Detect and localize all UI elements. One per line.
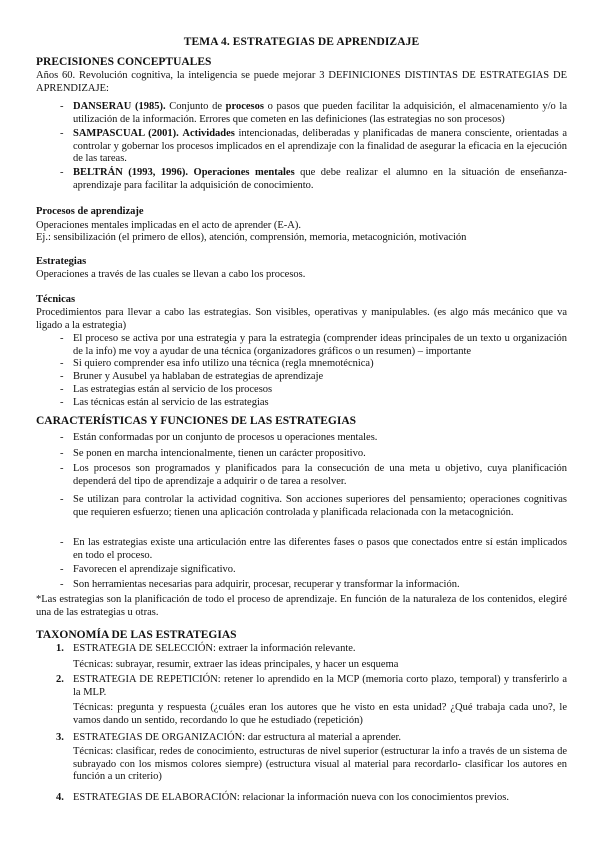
list-number: 3. xyxy=(56,732,64,743)
caracteristica-item: En las estrategias existe una articulación entre las diferentes fases o pasos que conectados entre sí están implicados en todo el proceso. xyxy=(73,537,567,561)
taxonomia-tecnicas: Técnicas: pregunta y respuesta (¿cuáles eran los autores que he visto en esta unidad? ¿Qué trabaja cada uno?, le vamos dando un sentido, recordando lo que he estudiado (repetición) xyxy=(73,702,567,726)
heading-procesos: Procesos de aprendizaje xyxy=(36,206,144,217)
def-keyword: procesos xyxy=(225,101,264,112)
tecnicas-item: Bruner y Ausubel ya hablaban de estrategias de aprendizaje xyxy=(73,371,324,382)
tecnicas-intro: Procedimientos para llevar a cabo las estrategias. Son visibles, operativas y manipulables. (es algo más mecánico que va ligado a la estrategia) xyxy=(36,307,567,331)
taxonomia-item-seleccion xyxy=(73,643,567,656)
taxonomia-item-elaboracion xyxy=(73,792,567,805)
strategy-name: ESTRATEGIA DE REPETICIÓN xyxy=(73,674,218,685)
bullet-dash: - xyxy=(60,358,64,369)
bullet-dash: - xyxy=(60,371,64,382)
bullet-dash: - xyxy=(60,537,64,548)
bullet-dash: - xyxy=(60,101,64,112)
def-text: intencionadas, deliberadas y planificadas de manera consciente, orientadas a controlar y gobernar los procesos implicados en el aprendizaje con la finalidad de asegurar la eficacia en la ejecución de las tareas. xyxy=(73,128,567,164)
taxonomia-tecnicas: Técnicas: clasificar, redes de conocimiento, estructuras de nivel superior (estructurar la info a través de un sistema de subrayado con los mismos colores siempre) (estructura visual al material para recordarlo- clasificar los autores en función a un criterio) xyxy=(73,746,567,782)
list-number: 4. xyxy=(56,792,64,803)
bullet-dash: - xyxy=(60,384,64,395)
tecnicas-item: Las técnicas están al servicio de las estrategias xyxy=(73,397,269,408)
bullet-dash: - xyxy=(60,494,64,505)
caracteristicas-note: *Las estrategias son la planificación de todo el proceso de aprendizaje. En función de la naturaleza de los contenidos, elegiré una de las estrategias u otras. xyxy=(36,594,567,618)
heading-estrategias: Estrategias xyxy=(36,256,87,267)
document-title: TEMA 4. ESTRATEGIAS DE APRENDIZAJE xyxy=(183,36,420,48)
def-keyword: Operaciones mentales xyxy=(193,167,295,178)
taxonomia-tecnicas: Técnicas: subrayar, resumir, extraer las ideas principales, y hacer un esquema xyxy=(73,659,399,670)
definition-beltran xyxy=(73,167,567,192)
heading-tecnicas: Técnicas xyxy=(36,294,76,305)
caracteristica-item: Están conformadas por un conjunto de procesos u operaciones mentales. xyxy=(73,432,378,443)
list-number: 1. xyxy=(56,643,64,654)
author-name: SAMPASCUAL (2001). xyxy=(73,128,179,139)
bullet-dash: - xyxy=(60,333,64,344)
bullet-dash: - xyxy=(60,448,64,459)
caracteristica-item: Se ponen en marcha intencionalmente, tienen un carácter propositivo. xyxy=(73,448,366,459)
procesos-line-2: Ej.: sensibilización (el primero de ellos), atención, comprensión, memoria, metacognición, motivación xyxy=(36,232,467,243)
section-heading-taxonomia: TAXONOMÍA DE LAS ESTRATEGIAS xyxy=(36,629,237,641)
bullet-dash: - xyxy=(60,564,64,575)
procesos-line-1: Operaciones mentales implicadas en el acto de aprender (E-A). xyxy=(36,220,302,231)
estrategias-line-1: Operaciones a través de las cuales se llevan a cabo los procesos. xyxy=(36,269,306,280)
strategy-name: ESTRATEGIA DE SELECCIÓN xyxy=(73,643,213,654)
strategy-name: ESTRATEGIAS DE ELABORACIÓN xyxy=(73,792,237,803)
bullet-dash: - xyxy=(60,128,64,139)
section-heading-caracteristicas: CARACTERÍSTICAS Y FUNCIONES DE LAS ESTRATEGIAS xyxy=(36,415,357,427)
tecnicas-item: Si quiero comprender esa info utilizo una técnica (regla mnemotécnica) xyxy=(73,358,374,369)
strategy-desc: : dar estructura al material a aprender. xyxy=(242,732,402,743)
definition-danserau xyxy=(73,101,567,126)
bullet-dash: - xyxy=(60,167,64,178)
caracteristica-item: Se utilizan para controlar la actividad cognitiva. Son acciones superiores del pensamiento; operaciones cognitivas que requieren esfuerzo; tienen una aplicación controlada y planificada relacionada con la metacognición. xyxy=(73,494,567,518)
tecnicas-item: El proceso se activa por una estrategia y para la estrategia (comprender ideas principales de un texto u organización de la info) me voy a ayudar de una técnica (organizadores gráficos o un resumen) – importante xyxy=(73,333,567,357)
definition-sampascual xyxy=(73,128,567,166)
author-name: BELTRÁN (1993, 1996). xyxy=(73,167,189,178)
bullet-dash: - xyxy=(60,397,64,408)
list-number: 2. xyxy=(56,674,64,685)
def-keyword: Actividades xyxy=(182,128,235,139)
bullet-dash: - xyxy=(60,579,64,590)
strategy-desc: : relacionar la información nueva con los conocimientos previos. xyxy=(236,792,509,803)
taxonomia-item-organizacion xyxy=(73,732,567,745)
section-heading-precisiones: PRECISIONES CONCEPTUALES xyxy=(36,56,212,68)
def-text: o pasos que pueden facilitar la adquisición, el almacenamiento y/o la utilización de la información. Errores que cometen en las definiciones (las estrategias no son procesos) xyxy=(73,101,568,125)
strategy-name: ESTRATEGIAS DE ORGANIZACIÓN xyxy=(73,732,243,743)
caracteristica-item: Son herramientas necesarias para adquirir, procesar, recuperar y transformar la información. xyxy=(73,579,460,590)
tecnicas-item: Las estrategias están al servicio de los procesos xyxy=(73,384,273,395)
precisiones-intro: Años 60. Revolución cognitiva, la inteligencia se puede mejorar 3 DEFINICIONES DISTINTAS DE ESTRATEGIAS DE APRENDIZAJE: xyxy=(36,70,567,94)
def-text: que debe realizar el alumno en la situación de enseñanza-aprendizaje para facilitar la adquisición de conocimiento. xyxy=(73,167,568,191)
def-text: Conjunto de xyxy=(165,101,226,112)
taxonomia-item-repeticion xyxy=(73,674,567,699)
bullet-dash: - xyxy=(60,463,64,474)
strategy-desc: : retener lo aprendido en la MCP (memoria corto plazo, temporal) y transferirlo a la MLP. xyxy=(73,674,567,698)
strategy-desc: : extraer la información relevante. xyxy=(213,643,356,654)
caracteristica-item: Favorecen el aprendizaje significativo. xyxy=(73,564,236,575)
bullet-dash: - xyxy=(60,432,64,443)
author-name: DANSERAU (1985). xyxy=(73,101,166,112)
caracteristica-item: Los procesos son programados y planificados para la consecución de una meta u objetivo, cuya planificación dependerá del tipo de aprendizaje a adquirir o de tarea a resolver. xyxy=(73,463,567,487)
